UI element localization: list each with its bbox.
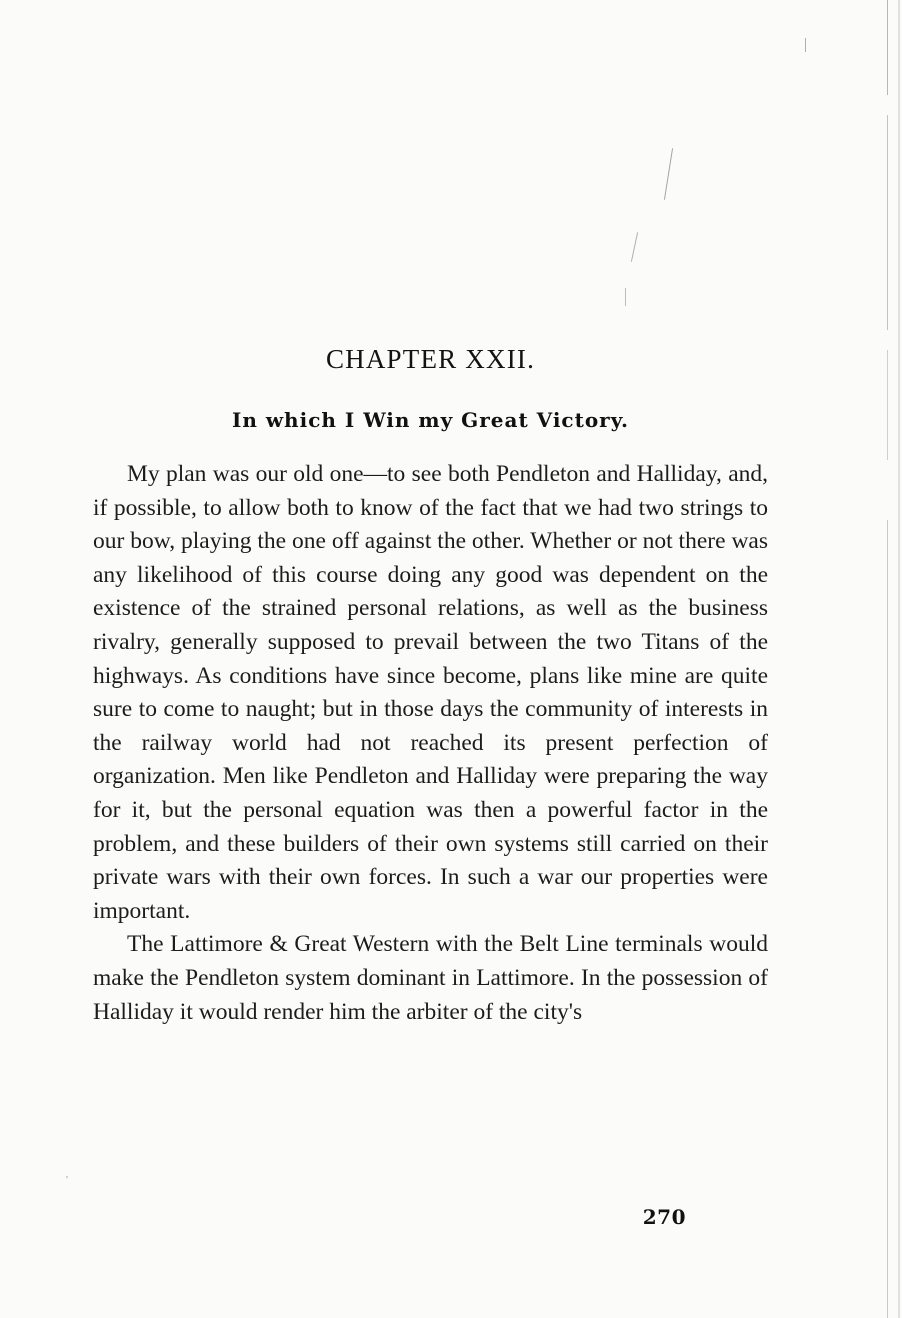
scan-edge-artifact [887,0,888,1318]
scan-edge-artifact-secondary [898,0,900,1318]
chapter-subtitle-text: In which I Win my Great Victory. [231,408,630,432]
chapter-subtitle [93,408,768,432]
scan-speck-icon: ' [66,1174,68,1186]
page-content [93,0,768,1229]
body-text [93,458,768,1029]
page-number: 270 [642,1205,686,1229]
paragraph: The Lattimore & Great Western with the Belt Line terminals would make the Pendleton system dominant in Lattimore. In the possession of Halliday it would render him the arbiter of the city's [93,931,768,1025]
scan-speck-icon [805,38,806,52]
paragraph: My plan was our old one—to see both Pendleton and Halliday, and, if possible, to allow both to know of the fact that we had two strings to our bow, playing the one off against the other. Whether or not there was any likelihood of this course doing any good was dependent on the existence of the strained personal relations, as well as the business rivalry, generally supposed to prevail between the two Titans of the highways. As conditions have since become, plans like mine are quite sure to come to naught; but in those days the community of interests in the railway world had not reached its present perfection of organization. Men like Pendleton and Halliday were preparing the way for it, but the personal equation was then a powerful factor in the problem, and these builders of their own systems still carried on their private wars with their own forces. In such a war our properties were important. [93,461,768,924]
chapter-title: CHAPTER XXII. [325,344,536,374]
